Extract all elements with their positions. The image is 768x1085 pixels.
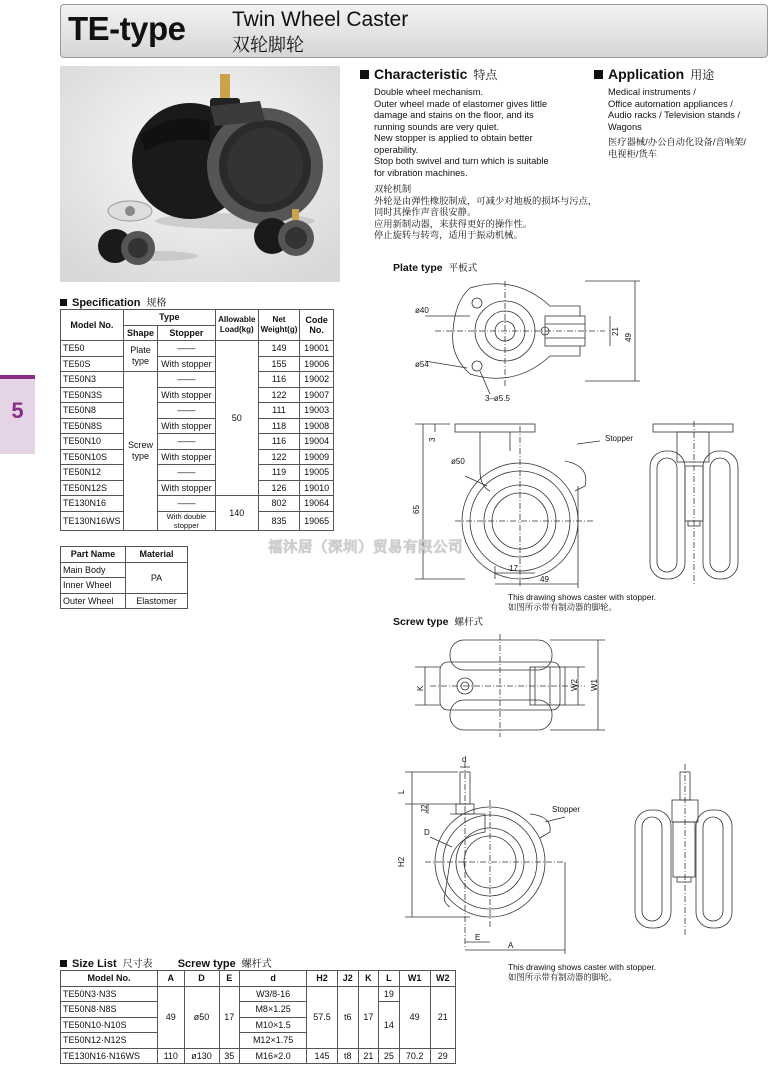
dim-j2: J2 [420,804,429,813]
table-row: TE50 Plate type —— 50 149 19001 [61,341,334,357]
table-row: TE50N10S With stopper 122 19009 [61,449,334,465]
col-material: Material [126,547,188,563]
side-tab-number: 5 [11,398,24,423]
product-photo [60,66,340,282]
application-heading [594,66,714,83]
col-weight: Net Weight(g) [258,310,300,341]
size-list-sub: Screw type [177,958,236,970]
dim-k: K [416,685,425,691]
table-row: TE50N8 —— 111 19003 [61,403,334,419]
plate-type-drawings [395,276,765,616]
table-row: TE50N8S With stopper 118 19008 [61,418,334,434]
load-140: 140 [215,496,258,531]
dim-h2: H2 [397,856,406,867]
load-50: 50 [215,341,258,496]
col-code: Code No. [300,310,334,341]
title-english: Twin Wheel Caster [232,8,409,31]
dim-d40: ø40 [415,306,429,315]
dim-w49: 49 [540,575,549,584]
size-list-sub-cn: 螺杆式 [241,959,272,970]
application-text-cn: 医疗器械/办公自动化设备/音响架/ 电视柜/货车 [608,137,746,159]
table-row: TE50N12S With stopper 126 19010 [61,480,334,496]
bullet-square-icon [60,299,67,306]
table-row: TE50N3 Screw type —— 116 19002 [61,372,334,388]
table-row: TE50N3·N3S 49 ø50 17 W3/8-16 57.5 t6 17 19 49 21 [61,986,456,1002]
plate-top-view [425,281,640,394]
characteristic-text-en: Double wheel mechanism. Outer wheel made of elastomer gives little damage and stains on the floor, and its running sounds are very quiet. New stopper is applied to obtain better operability. Stop both swivel and turn which is suitable for vibration machines. [374,87,549,178]
table-row: TE50N10 —— 116 19004 [61,434,334,450]
plate-stopper-label: Stopper [605,434,634,443]
table-row: TE50N3S With stopper 122 19007 [61,387,334,403]
dim-holes: 3–ø5.5 [485,394,510,403]
shape-screw: Screw type [123,372,157,531]
col-load: Allowable Load(kg) [215,310,258,341]
dim-w2: W2 [570,679,579,691]
specification-table [60,309,334,531]
characteristic-text-cn: 双轮机制 外轮是由弹性橡胶制成，可减少对地板的损坏与污点， 同时其操作声音很安静。 应用新制动器，来获得更好的操作性。 停止旋转与转弯，适用于振动机械。 [374,184,598,240]
dim-h49: 49 [624,333,633,342]
specification-heading [60,294,166,309]
materials-table [60,546,188,609]
table-row: Inner Wheel [61,578,188,594]
table-row: TE50N10·N10S M10×1.5 [61,1017,456,1033]
dim-t3: 3 [428,437,437,442]
bullet-square-icon [60,960,67,967]
dim-e: E [475,933,481,942]
screw-side-view [405,762,565,954]
size-list-title-cn: 尺寸表 [122,959,153,970]
dim-l: L [397,789,406,794]
specification-title-cn: 规格 [146,298,167,309]
table-row: Outer Wheel Elastomer [61,593,188,609]
col-model: Model No. [61,310,124,341]
dim-d50: ø50 [451,457,465,466]
col-stopper: Stopper [158,325,216,341]
watermark: 福沐居（深圳）贸易有限公司 [268,540,463,556]
dim-d: d [462,755,467,764]
table-row: TE50S With stopper 155 19006 [61,356,334,372]
table-row: TE130N16 —— 140 802 19064 [61,496,334,512]
screw-type-label: Screw type 螺杆式 [393,616,483,628]
dim-d54: ø54 [415,360,429,369]
application-title: Application [608,66,685,82]
application-title-cn: 用途 [690,68,715,82]
size-list-heading [60,955,272,970]
characteristic-title-cn: 特点 [473,68,498,82]
model-title: TE-type [68,10,186,47]
plate-front-view [650,421,738,586]
plate-note: This drawing shows caster with stopper. 如图所示带有制动器的脚轮。 [508,592,657,612]
dim-w1: W1 [590,679,599,691]
bullet-square-icon [594,70,603,79]
size-list-title: Size List [72,958,117,970]
table-row: TE130N16WS With double stopper 835 19065 [61,511,334,530]
table-row: TE50N12 —— 119 19005 [61,465,334,481]
table-row: TE50N12·N12S M12×1.75 [61,1033,456,1049]
col-shape: Shape [123,325,157,341]
dim-h21: 21 [611,327,620,336]
material-pa: PA [126,562,188,593]
plate-side-view [415,424,600,588]
table-row: TE130N16·N16WS 110 ø130 35 M16×2.0 145 t8 21 25 70.2 29 [61,1048,456,1064]
screw-type-drawings [390,632,765,962]
shape-plate: Plate type [123,341,157,372]
col-part-name: Part Name [61,547,126,563]
characteristic-heading [360,66,497,83]
table-row: TE50N8·N8S M8×1.25 14 [61,1002,456,1018]
screw-note: This drawing shows caster with stopper. 如图所示带有制动器的脚轮。 [508,962,657,982]
size-list-table: Model No. A D E d H2 J2 K L W1 W2 TE50N3·N3S 49 ø50 17 W3/8-16 57.5 t6 17 19 49 21 TE50N8·N8S M8×1.25 14 TE50N10·N10S M10×1.5 TE50N12·N12S M12×1.75 TE130N16·N16WS 110 ø130 35 M16×2.0 145 t8 21 25 70.2 29 [60,970,456,1064]
bullet-square-icon [360,70,369,79]
screw-stopper-label: Stopper [552,805,581,814]
dim-h65: 65 [412,505,421,514]
application-text-en: Medical instruments / Office automation appliances / Audio racks / Television stands / Wagons [608,87,741,132]
specification-title: Specification [72,297,141,309]
table-row: Main Body PA [61,562,188,578]
dim-w17: 17 [509,564,518,573]
screw-front-view [635,764,732,937]
characteristic-title: Characteristic [374,66,468,82]
title-chinese: 双轮脚轮 [232,35,304,55]
dim-a: A [508,941,514,950]
col-type: Type [123,310,215,326]
plate-type-label: Plate type 平板式 [393,262,478,274]
dim-dd: D [424,828,430,837]
